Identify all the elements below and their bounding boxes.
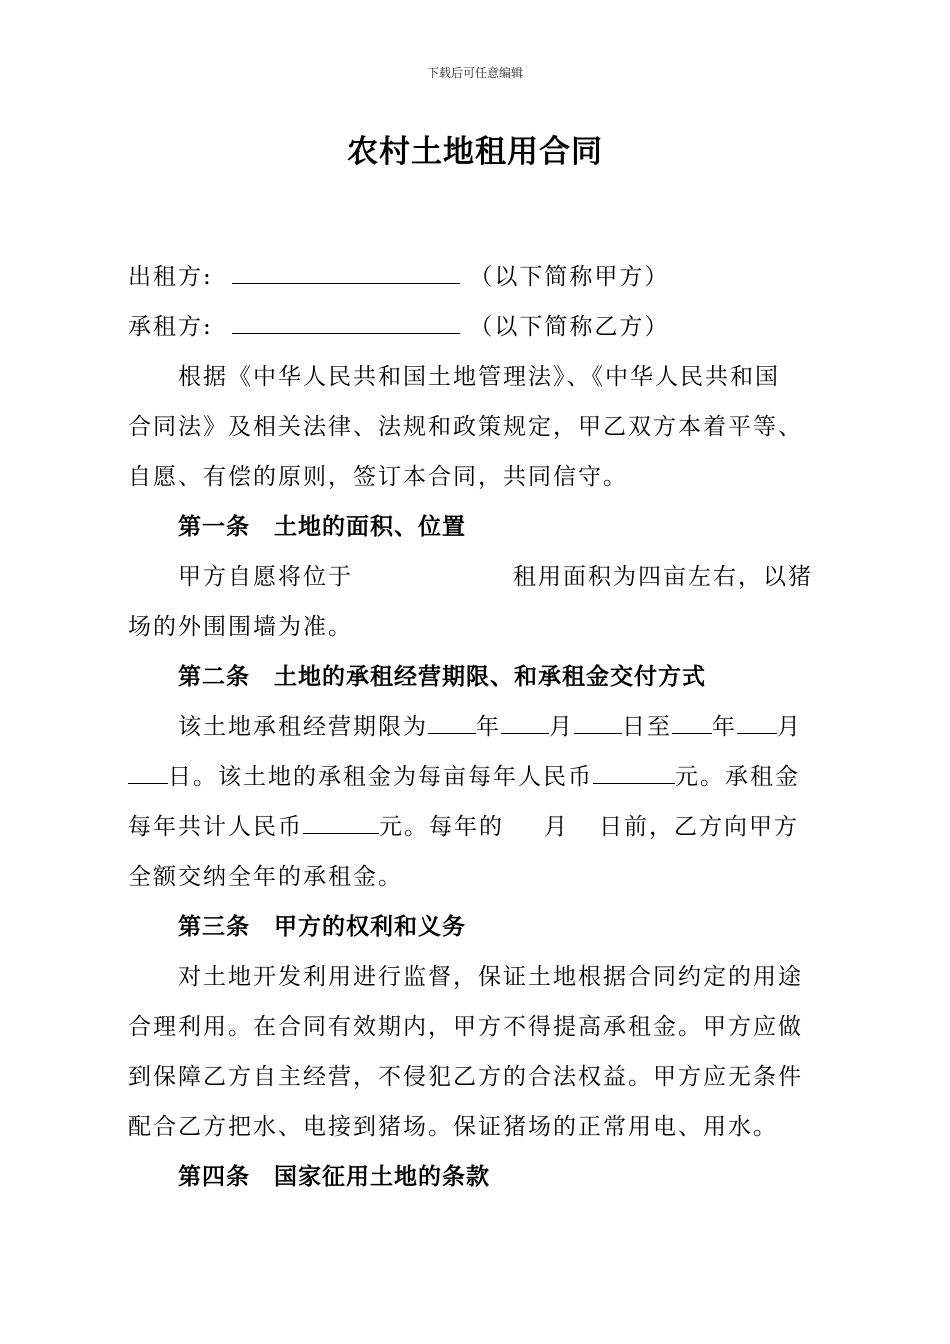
article-3-line-2: 合理利用。在合同有效期内，甲方不得提高承租金。甲方应做 bbox=[128, 1014, 803, 1040]
day-to-label: 日至 bbox=[622, 714, 672, 740]
rent-per-mu-blank[interactable] bbox=[593, 761, 675, 784]
rent-per-mu-label: 日。该土地的承租金为每亩每年人民币 bbox=[168, 764, 593, 790]
rent-unit-label: 元。承租金 bbox=[675, 764, 800, 790]
preamble-line-2: 合同法》及相关法律、法规和政策规定，甲乙双方本着平等、 bbox=[128, 414, 803, 440]
article-1-text-a: 甲方自愿将位于 bbox=[178, 564, 353, 590]
article-2-line-3 bbox=[128, 808, 799, 841]
article-3-line-3: 到保障乙方自主经营，不侵犯乙方的合法权益。甲方应无条件 bbox=[128, 1064, 803, 1090]
lessee-blank[interactable] bbox=[232, 311, 460, 334]
start-year-blank[interactable] bbox=[428, 711, 476, 734]
article-3-line-4: 配合乙方把水、电接到猪场。保证猪场的正常用电、用水。 bbox=[128, 1114, 778, 1140]
article-1-line-1 bbox=[178, 558, 813, 591]
lessor-line bbox=[128, 258, 669, 291]
month-label-2: 月 bbox=[777, 714, 802, 740]
lessor-blank[interactable] bbox=[232, 261, 460, 284]
end-month-blank[interactable] bbox=[737, 711, 777, 734]
month-label-1: 月 bbox=[549, 714, 574, 740]
term-label: 该土地承租经营期限为 bbox=[178, 714, 428, 740]
article-1-text-b: 租用面积为四亩左右，以猪 bbox=[513, 564, 813, 590]
yearly-label: 元。每年的 bbox=[379, 814, 504, 840]
total-rent-blank[interactable] bbox=[303, 811, 379, 834]
lessor-label: 出租方: bbox=[128, 264, 213, 290]
preamble-line-1: 根据《中华人民共和国土地管理法》、《中华人民共和国 bbox=[178, 364, 780, 390]
lessee-suffix: （以下简称乙方） bbox=[469, 314, 670, 340]
start-month-blank[interactable] bbox=[501, 711, 549, 734]
pay-day-label: 日前，乙方向甲方 bbox=[599, 814, 799, 840]
end-year-blank[interactable] bbox=[672, 711, 712, 734]
article-2-heading: 第二条 土地的承租经营期限、和承租金交付方式 bbox=[178, 664, 706, 690]
header-note: 下载后可任意编辑 bbox=[426, 66, 523, 80]
year-label-1: 年 bbox=[476, 714, 501, 740]
article-1-heading: 第一条 土地的面积、位置 bbox=[178, 514, 466, 540]
end-day-blank[interactable] bbox=[128, 761, 168, 784]
article-2-line-1 bbox=[178, 708, 802, 741]
lessee-line bbox=[128, 308, 669, 341]
start-day-blank[interactable] bbox=[574, 711, 622, 734]
article-3-heading: 第三条 甲方的权利和义务 bbox=[178, 914, 466, 940]
pay-month-label: 月 bbox=[544, 814, 569, 840]
page-title: 农村土地租用合同 bbox=[347, 134, 603, 170]
total-rent-label: 每年共计人民币 bbox=[128, 814, 303, 840]
preamble-line-3: 自愿、有偿的原则，签订本合同，共同信守。 bbox=[128, 464, 628, 490]
article-1-line-2: 场的外围围墙为准。 bbox=[128, 614, 353, 640]
lessor-suffix: （以下简称甲方） bbox=[469, 264, 670, 290]
article-2-line-4: 全额交纳全年的承租金。 bbox=[128, 864, 403, 890]
lessee-label: 承租方: bbox=[128, 314, 213, 340]
article-4-heading: 第四条 国家征用土地的条款 bbox=[178, 1164, 490, 1190]
article-3-line-1: 对土地开发利用进行监督，保证土地根据合同约定的用途 bbox=[178, 964, 803, 990]
article-2-line-2 bbox=[128, 758, 800, 791]
year-label-2: 年 bbox=[712, 714, 737, 740]
